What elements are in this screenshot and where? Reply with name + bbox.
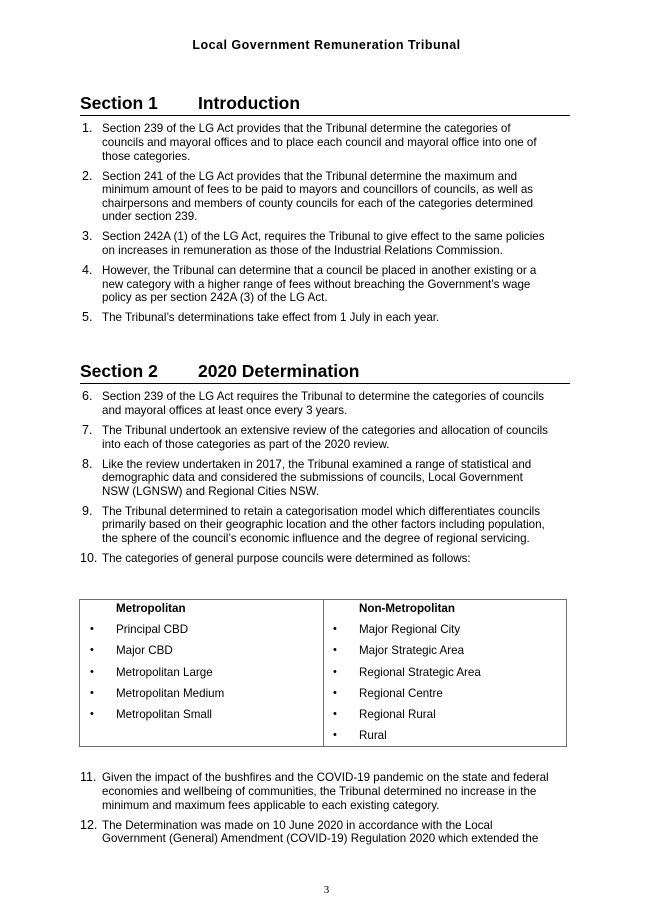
numbered-paragraph bbox=[80, 311, 570, 325]
non-metropolitan-column bbox=[323, 600, 566, 746]
category-item bbox=[90, 665, 323, 679]
category-item bbox=[333, 686, 566, 700]
bullet-icon: • bbox=[333, 623, 337, 636]
paragraph-line: under section 239. bbox=[102, 210, 198, 224]
running-header: Local Government Remuneration Tribunal bbox=[192, 38, 461, 52]
category-label: Regional Strategic Area bbox=[359, 665, 481, 679]
paragraph-list bbox=[80, 390, 570, 565]
paragraph-number: 1. bbox=[82, 121, 93, 136]
council-categories-table bbox=[79, 599, 567, 747]
paragraph-number: 4. bbox=[82, 262, 93, 277]
category-label: Regional Centre bbox=[359, 686, 443, 700]
paragraph-line: demographic data and considered the submissions of councils, Local Government bbox=[102, 471, 523, 485]
category-item bbox=[333, 644, 566, 658]
paragraph-line: The categories of general purpose councils were determined as follows: bbox=[102, 551, 471, 565]
paragraph-line: economies and wellbeing of communities, the Tribunal determined no increase in the bbox=[102, 784, 537, 798]
category-item bbox=[90, 686, 323, 700]
paragraph-line: Section 239 of the LG Act requires the Tribunal to determine the categories of councils bbox=[102, 390, 545, 404]
paragraph-line: NSW (LGNSW) and Regional Cities NSW. bbox=[102, 484, 320, 498]
category-label: Rural bbox=[359, 729, 387, 743]
paragraph-number: 9. bbox=[82, 503, 93, 518]
paragraph-number: 6. bbox=[82, 389, 93, 404]
section-heading bbox=[80, 92, 570, 116]
paragraph-number: 11. bbox=[80, 770, 97, 785]
paragraph-number: 10. bbox=[80, 550, 98, 565]
paragraph-line: the sphere of the council’s economic influence and the degree of regional servicing. bbox=[102, 531, 530, 545]
bullet-icon: • bbox=[90, 707, 94, 720]
paragraph-number: 2. bbox=[82, 168, 93, 183]
numbered-paragraph bbox=[80, 230, 570, 257]
category-list bbox=[333, 623, 566, 743]
column-heading: Non-Metropolitan bbox=[359, 602, 455, 615]
bullet-icon: • bbox=[90, 623, 94, 636]
paragraph-line: and mayoral offices at least once every 3 years. bbox=[102, 403, 348, 417]
numbered-paragraph bbox=[80, 390, 570, 417]
paragraph-line: councils and mayoral offices and to place each council and mayoral office into one of bbox=[102, 135, 537, 149]
numbered-paragraph bbox=[80, 424, 570, 451]
numbered-paragraph bbox=[80, 552, 570, 566]
section-number: Section 2 bbox=[80, 361, 158, 381]
category-label: Metropolitan Medium bbox=[116, 686, 225, 700]
paragraph-line: However, the Tribunal can determine that a council be placed in another existing or a bbox=[102, 263, 537, 277]
category-item bbox=[333, 729, 566, 743]
bullet-icon: • bbox=[90, 686, 94, 699]
paragraph-line: those categories. bbox=[102, 149, 191, 163]
numbered-paragraph bbox=[80, 264, 570, 305]
section-title: 2020 Determination bbox=[198, 361, 360, 381]
category-label: Metropolitan Small bbox=[116, 707, 213, 721]
category-item bbox=[333, 707, 566, 721]
column-heading: Metropolitan bbox=[116, 602, 186, 615]
numbered-paragraph bbox=[80, 122, 570, 163]
paragraph-line: Government (General) Amendment (COVID-19) Regulation 2020 which extended the bbox=[102, 832, 539, 846]
category-item bbox=[90, 707, 323, 721]
category-list bbox=[90, 623, 323, 721]
paragraph-number: 3. bbox=[82, 229, 93, 244]
section-title: Introduction bbox=[198, 93, 301, 113]
category-label: Major CBD bbox=[116, 644, 173, 658]
category-item bbox=[333, 665, 566, 679]
bullet-icon: • bbox=[333, 707, 337, 720]
metropolitan-column bbox=[80, 600, 323, 746]
paragraph-line: Section 239 of the LG Act provides that the Tribunal determine the categories of bbox=[102, 122, 511, 136]
category-label: Major Strategic Area bbox=[359, 644, 465, 658]
paragraph-list bbox=[80, 122, 570, 324]
category-item bbox=[333, 623, 566, 637]
category-label: Major Regional City bbox=[359, 623, 461, 637]
paragraph-line: on increases in remuneration as those of the Industrial Relations Commission. bbox=[102, 243, 503, 257]
paragraph-line: The Tribunal determined to retain a categorisation model which differentiates councils bbox=[102, 504, 541, 518]
bullet-icon: • bbox=[90, 665, 94, 678]
paragraph-number: 8. bbox=[82, 456, 93, 471]
category-label: Regional Rural bbox=[359, 707, 436, 721]
paragraph-line: minimum and maximum fees applicable to each existing category. bbox=[102, 798, 440, 812]
numbered-paragraph bbox=[80, 505, 570, 546]
paragraph-number: 12. bbox=[80, 817, 98, 832]
numbered-paragraph bbox=[80, 819, 570, 846]
paragraph-line: minimum amount of fees to be paid to mayors and councillors of councils, as well as bbox=[102, 183, 534, 197]
paragraph-list bbox=[80, 771, 570, 845]
numbered-paragraph bbox=[80, 170, 570, 224]
numbered-paragraph bbox=[80, 771, 570, 812]
bullet-icon: • bbox=[333, 644, 337, 657]
bullet-icon: • bbox=[333, 686, 337, 699]
bullet-icon: • bbox=[90, 644, 94, 657]
category-item bbox=[90, 644, 323, 658]
paragraph-line: Like the review undertaken in 2017, the Tribunal examined a range of statistical and bbox=[102, 457, 532, 471]
paragraph-number: 5. bbox=[82, 310, 93, 325]
paragraph-line: Section 242A (1) of the LG Act, requires the Tribunal to give effect to the same policies bbox=[102, 230, 545, 244]
section-number: Section 1 bbox=[80, 93, 158, 113]
numbered-paragraph bbox=[80, 458, 570, 499]
section-2 bbox=[80, 360, 570, 565]
category-label: Principal CBD bbox=[116, 623, 189, 637]
paragraph-line: Section 241 of the LG Act provides that the Tribunal determine the maximum and bbox=[102, 169, 518, 183]
paragraph-number: 7. bbox=[82, 422, 93, 437]
category-item bbox=[90, 623, 323, 637]
paragraph-line: primarily based on their geographic location and the other factors including population, bbox=[102, 518, 545, 532]
paragraph-line: chairpersons and members of county councils for each of the categories determined bbox=[102, 196, 534, 210]
paragraph-line: new category with a higher range of fees without breaching the Government’s wage bbox=[102, 277, 531, 291]
bullet-icon: • bbox=[333, 729, 337, 742]
paragraph-line: The Tribunal’s determinations take effect from 1 July in each year. bbox=[102, 311, 440, 325]
post-table-paragraphs bbox=[80, 765, 570, 846]
paragraph-line: Given the impact of the bushfires and the COVID-19 pandemic on the state and federal bbox=[102, 771, 549, 785]
category-label: Metropolitan Large bbox=[116, 665, 213, 679]
section-heading bbox=[80, 360, 570, 384]
paragraph-line: The Tribunal undertook an extensive review of the categories and allocation of councils bbox=[102, 423, 548, 437]
paragraph-line: The Determination was made on 10 June 2020 in accordance with the Local bbox=[102, 818, 493, 832]
section-1 bbox=[80, 92, 570, 325]
page-number: 3 bbox=[323, 884, 330, 896]
paragraph-line: into each of those categories as part of the 2020 review. bbox=[102, 437, 390, 451]
bullet-icon: • bbox=[333, 665, 337, 678]
paragraph-line: policy as per section 242A (3) of the LG Act. bbox=[102, 291, 328, 305]
